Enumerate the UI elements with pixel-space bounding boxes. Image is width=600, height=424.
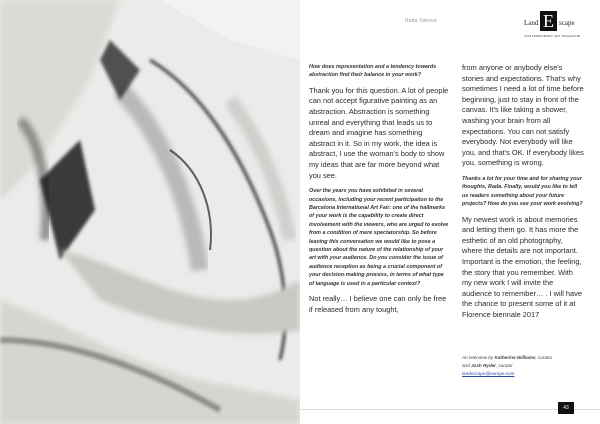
credit-email-link[interactable]: landescape@europe.com: [462, 370, 515, 376]
footer-divider: [300, 409, 600, 410]
logo-letter-box: E: [540, 11, 557, 31]
interview-credit: [462, 354, 588, 377]
credit-name-2: Josh Ryder: [470, 362, 496, 368]
credit-and: and: [462, 362, 470, 368]
credit-role-2: , curator: [495, 362, 513, 368]
credit-role-1: , curator: [535, 355, 553, 360]
credit-intro: An interview by: [462, 355, 494, 360]
logo-tagline: CONTEMPORARY ART MAGAZINE: [524, 34, 581, 38]
interview-question: Over the years you have exhibited in several occasions, including your recent participation to the Barcelona International Art Fair: one of the hallmarks of your work is the capability to create direct involvement with the viewers, who are urged to evolve from a condition of mere spectatorship. So before leaving this conversation we would like to pose a question about the nature of the relationship of your art with your audience. Do you consider the issue of audience reception as being a crucial component of your decision-making process, in terms of what type of language is used in a particular context?: [309, 188, 449, 287]
text-column-1: [309, 63, 449, 321]
interview-answer: My newest work is about memories and letting them go. It has more the esthetic of an old photography, where the details are not important. Important is the emotion, the feeling, the story that you remember. With my new work I will invite the audience to remember… . I will have the chance to present some of it at Florence biennale 2017: [462, 214, 582, 319]
interview-question: Thanks a lot for your time and for sharing your thoughts, Rada. Finally, would you like to tell us readers something about your future projects? How do you see your work evolving?: [462, 175, 583, 208]
logo-text-part1: Land: [524, 19, 539, 27]
running-head: Rada Yakova: [405, 18, 437, 24]
interview-answer: from anyone or anybody else's stories and expectations. That's why sometimes I need a lot of time before beginning, just to stay in front of the canvas. It's like taking a shower, washing your brain from all expectations. You can not satisfy everybody. Not everybody will like you, and that's OK. If everybody likes you, something is wrong.: [462, 63, 584, 168]
logo-text-part2: scape: [559, 19, 575, 27]
landescape-logo: [524, 10, 590, 42]
page-number: 43: [558, 402, 574, 414]
interview-answer: Thank you for this question. A lot of people can not accept figurative painting as an abstraction. Abstraction is something unreal and everything that leads us to dream and imagine has something abstract in it. So in my work, the idea is abstract, I use the woman's body to show my ideas that are far more beyond what you see.: [309, 85, 449, 180]
text-column-2: [462, 63, 584, 327]
interview-question: How does representation and a tendency towards abstraction find their balance in your work?: [309, 64, 437, 79]
credit-name-1: Katherine Williams: [494, 355, 536, 360]
interview-answer: Not really… I believe one can only be free if released from any tought,: [309, 294, 447, 314]
